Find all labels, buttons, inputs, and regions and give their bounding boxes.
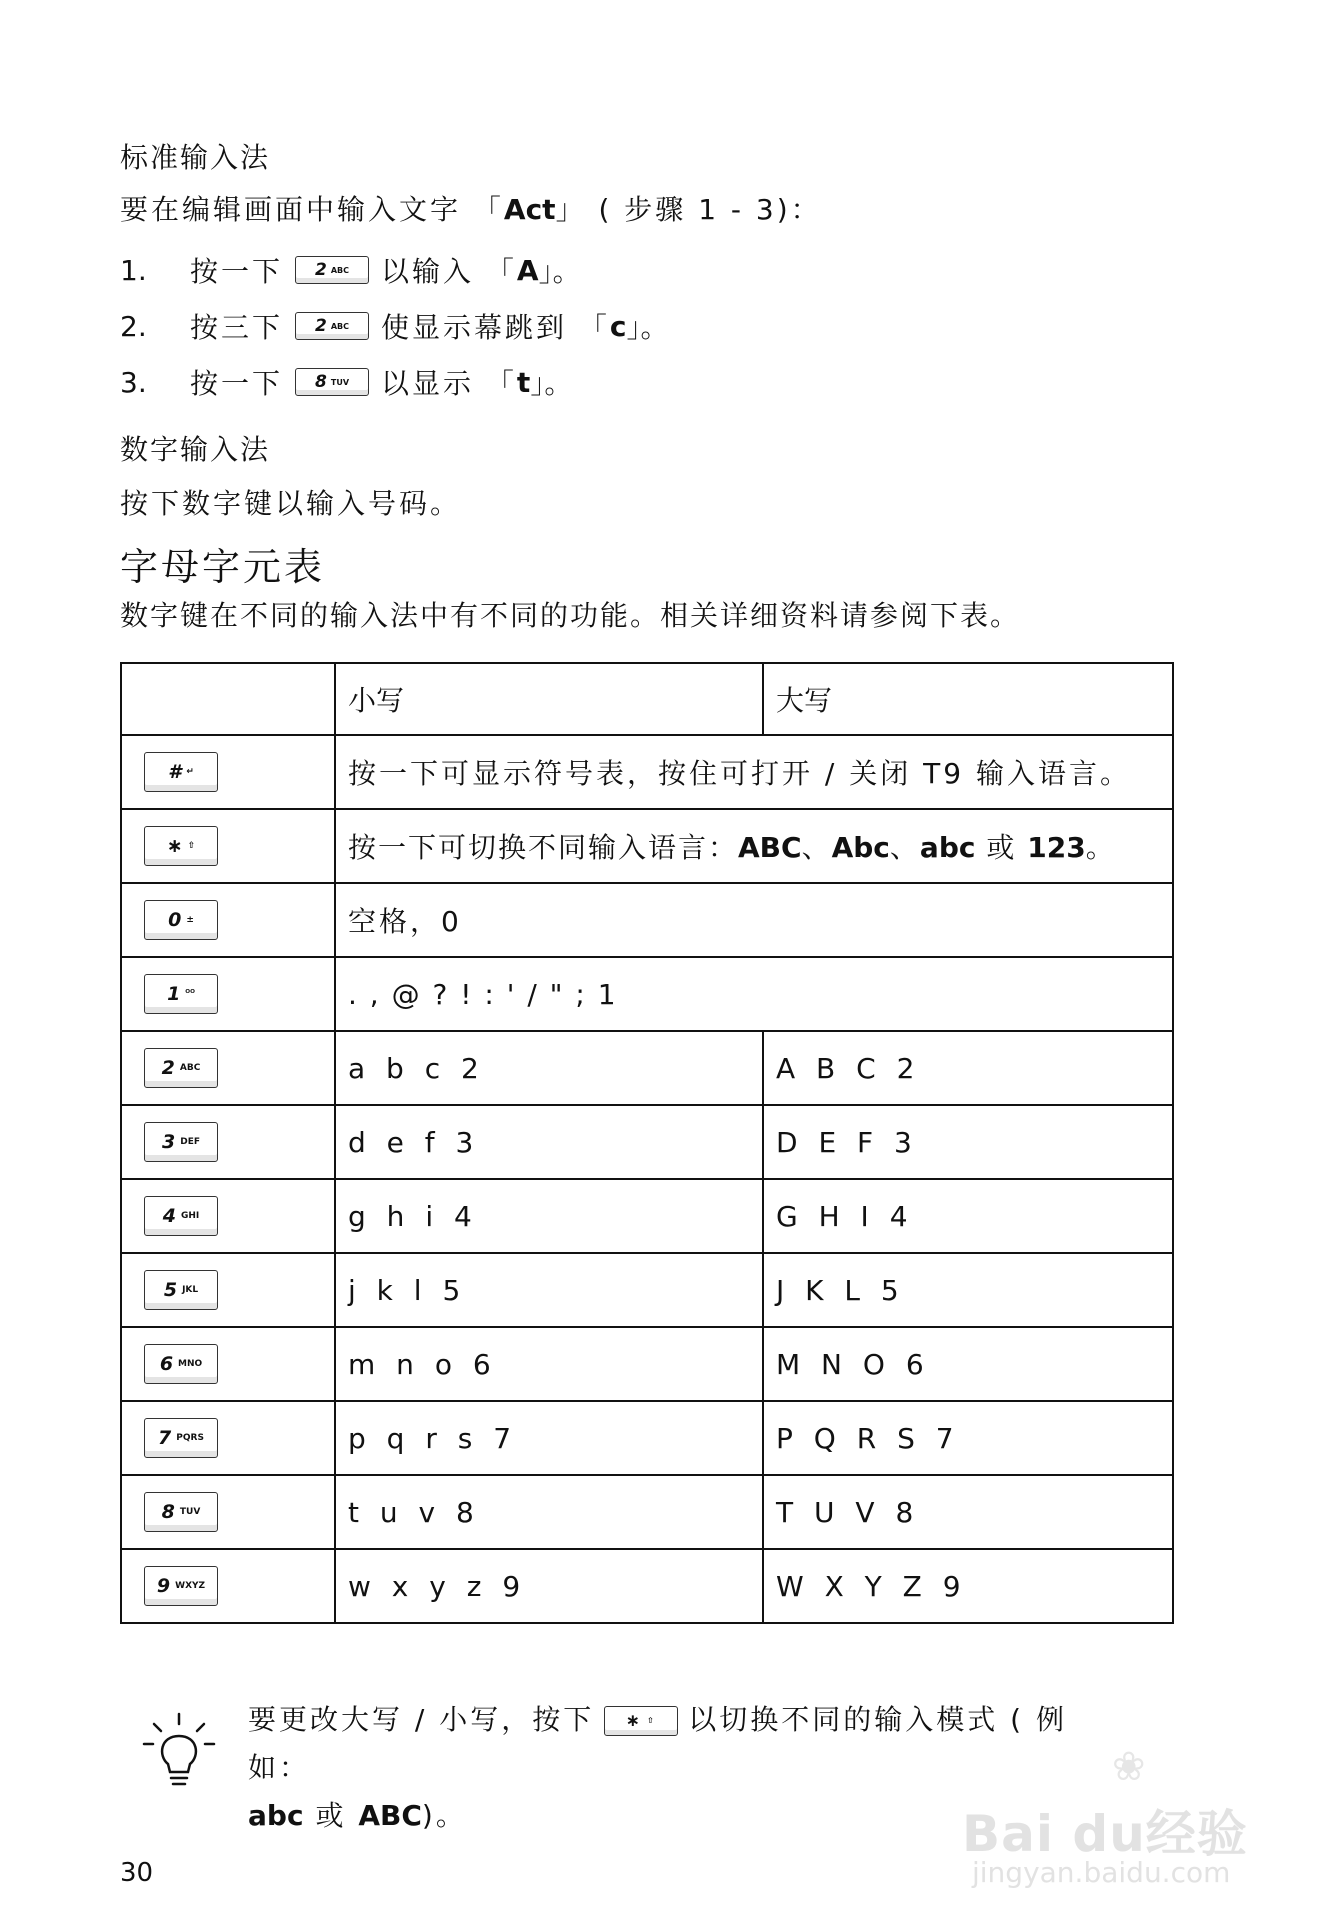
intro-text: 要在编辑画面中输入文字 「	[120, 193, 504, 226]
paw-icon: ❀	[1112, 1744, 1146, 1790]
key-cell	[121, 809, 335, 883]
key-digit: 6	[159, 1353, 174, 1375]
step-text: 以输入 「	[381, 255, 517, 288]
key-digit: 1	[167, 983, 181, 1005]
one-key-voicemail-icon	[144, 974, 218, 1014]
key-letters: ABC	[330, 321, 350, 331]
key-letters: TUV	[179, 1507, 201, 1517]
step-result: t	[516, 365, 531, 399]
star-key-icon	[604, 1706, 678, 1736]
key-cell	[121, 1105, 335, 1179]
table-row	[121, 1401, 1173, 1475]
note-text: 以切换不同的输入模式 ( 例如：	[248, 1703, 1067, 1784]
uppercase-cell: M N O 6	[763, 1327, 1173, 1401]
key-digit: 2	[315, 316, 327, 336]
separator: 、	[801, 831, 832, 864]
key-letters: WXYZ	[175, 1581, 206, 1591]
lowercase-cell: m n o 6	[335, 1327, 763, 1401]
watermark-brand-text: Bai du	[962, 1805, 1146, 1863]
key-cell	[121, 1327, 335, 1401]
key-cell	[121, 1253, 335, 1327]
mode-abc-lower: abc	[919, 831, 976, 864]
baidu-watermark	[962, 1744, 1292, 1894]
mode-numeric: 123	[1027, 831, 1086, 864]
key-letters: MNO	[178, 1359, 203, 1369]
key-4-icon	[144, 1196, 218, 1236]
zero-key-description: 空格，0	[335, 883, 1173, 957]
step-3	[120, 362, 572, 402]
table-row	[121, 1253, 1173, 1327]
table-row	[121, 1179, 1173, 1253]
lowercase-cell: g h i 4	[335, 1179, 763, 1253]
table-header-lower: 小写	[335, 663, 763, 735]
table-row	[121, 1549, 1173, 1623]
uppercase-cell: W X Y Z 9	[763, 1549, 1173, 1623]
note-example-lower: abc	[248, 1799, 304, 1832]
key-6-icon	[144, 1344, 218, 1384]
step-action: 按三下	[190, 311, 284, 344]
key-letters: ᴼᴼ	[185, 989, 195, 999]
key-digit: #	[168, 761, 182, 783]
key-cell	[121, 1179, 335, 1253]
key-letters: JKL	[182, 1285, 199, 1295]
step-2	[120, 306, 669, 346]
key-cell	[121, 735, 335, 809]
table-header-upper: 大写	[763, 663, 1173, 735]
key-9-icon	[144, 1566, 218, 1606]
step-result: c	[609, 309, 627, 343]
uppercase-cell: A B C 2	[763, 1031, 1173, 1105]
key-8-icon	[144, 1492, 218, 1532]
note-example-upper: ABC	[358, 1799, 422, 1832]
lowercase-cell: t u v 8	[335, 1475, 763, 1549]
watermark-suffix: 经验	[1145, 1805, 1248, 1863]
watermark-url: jingyan.baidu.com	[972, 1856, 1231, 1889]
star-key-description	[335, 809, 1173, 883]
key-digit: 5	[163, 1279, 178, 1301]
uppercase-cell: T U V 8	[763, 1475, 1173, 1549]
key-cell	[121, 1031, 335, 1105]
table-row	[121, 1327, 1173, 1401]
key-digit: 0	[168, 909, 182, 931]
hash-key-description: 按一下可显示符号表，按住可打开 / 关闭 T9 输入语言。	[335, 735, 1173, 809]
lowercase-cell: d e f 3	[335, 1105, 763, 1179]
or-text: 或	[975, 831, 1028, 864]
key-letters: ABC	[179, 1063, 201, 1073]
intro-word: Act	[503, 193, 556, 226]
key-letters: PQRS	[176, 1433, 204, 1443]
key-cell	[121, 1549, 335, 1623]
key-2-icon	[295, 256, 369, 284]
note-end: )。	[421, 1799, 467, 1832]
key-2-icon	[295, 312, 369, 340]
mode-abc-title: Abc	[831, 831, 890, 864]
key-cell	[121, 883, 335, 957]
key-letters: ±	[186, 915, 194, 925]
star-text: 按一下可切换不同输入语言：	[348, 831, 739, 864]
key-3-icon	[144, 1122, 218, 1162]
charmap-intro: 数字键在不同的输入法中有不同的功能。相关详细资料请参阅下表。	[120, 599, 1021, 632]
key-digit: 3	[161, 1131, 176, 1153]
standard-input-title: 标准输入法	[120, 141, 271, 174]
lowercase-cell: w x y z 9	[335, 1549, 763, 1623]
key-8-icon	[295, 368, 369, 396]
mode-abc-caps: ABC	[738, 831, 802, 864]
key-letters: ABC	[330, 265, 350, 275]
step-action: 按一下	[190, 255, 284, 288]
step-end: 」。	[530, 367, 573, 400]
lowercase-cell: j k l 5	[335, 1253, 763, 1327]
key-2-icon	[144, 1048, 218, 1088]
step-number: 2.	[120, 309, 147, 343]
key-digit: 8	[161, 1501, 175, 1523]
table-row	[121, 1031, 1173, 1105]
zero-key-icon	[144, 900, 218, 940]
lightbulb-tip-icon	[140, 1710, 218, 1790]
lowercase-cell: a b c 2	[335, 1031, 763, 1105]
key-digit: ∗	[166, 835, 183, 857]
key-letters: TUV	[330, 377, 350, 387]
key-5-icon	[144, 1270, 218, 1310]
step-text: 使显示幕跳到 「	[381, 311, 610, 344]
key-digit: 9	[156, 1575, 171, 1597]
key-digit: 4	[162, 1205, 176, 1227]
table-header-row	[121, 663, 1173, 735]
table-row	[121, 957, 1173, 1031]
key-cell	[121, 1401, 335, 1475]
key-cell	[121, 1475, 335, 1549]
note-or: 或	[303, 1799, 359, 1832]
step-1	[120, 250, 581, 290]
uppercase-cell: D E F 3	[763, 1105, 1173, 1179]
key-digit: 8	[315, 372, 327, 392]
key-7-icon	[144, 1418, 218, 1458]
key-digit: 2	[161, 1057, 175, 1079]
key-letters: GHI	[180, 1211, 200, 1221]
step-number: 1.	[120, 253, 147, 287]
table-row	[121, 1475, 1173, 1549]
key-letters: ⇧	[647, 1716, 657, 1725]
step-result: A	[516, 253, 539, 287]
page-number: 30	[120, 1858, 154, 1888]
table-row	[121, 1105, 1173, 1179]
key-letters: ↵	[186, 767, 194, 777]
key-digit: 7	[158, 1427, 172, 1449]
table-row	[121, 883, 1173, 957]
step-end: 」。	[538, 255, 581, 288]
one-key-description: . , @ ? ! : ' / " ; 1	[335, 957, 1173, 1031]
step-end: 」。	[626, 311, 669, 344]
standard-input-intro	[120, 188, 822, 228]
table-header-cell	[121, 663, 335, 735]
separator: 、	[889, 831, 920, 864]
step-action: 按一下	[190, 367, 284, 400]
uppercase-cell: P Q R S 7	[763, 1401, 1173, 1475]
key-digit: ∗	[625, 1711, 644, 1731]
numeric-input-title: 数字输入法	[120, 433, 271, 466]
charmap-title: 字母字元表	[120, 545, 326, 589]
numeric-input-text: 按下数字键以输入号码。	[120, 487, 462, 520]
step-text: 以显示 「	[381, 367, 517, 400]
lowercase-cell: p q r s 7	[335, 1401, 763, 1475]
hash-key-icon	[144, 752, 218, 792]
table-row	[121, 809, 1173, 883]
star-key-icon	[144, 826, 218, 866]
end-text: 。	[1085, 831, 1116, 864]
note-text: 要更改大写 / 小写，按下	[248, 1703, 595, 1736]
uppercase-cell: J K L 5	[763, 1253, 1173, 1327]
intro-text-end: 」 ( 步骤 1 - 3)：	[555, 193, 822, 226]
uppercase-cell: G H I 4	[763, 1179, 1173, 1253]
table-row	[121, 735, 1173, 809]
key-letters: ⇧	[187, 841, 196, 851]
key-cell	[121, 957, 335, 1031]
key-digit: 2	[315, 260, 327, 280]
key-letters: DEF	[180, 1137, 200, 1147]
character-table	[120, 662, 1174, 1624]
step-number: 3.	[120, 365, 147, 399]
